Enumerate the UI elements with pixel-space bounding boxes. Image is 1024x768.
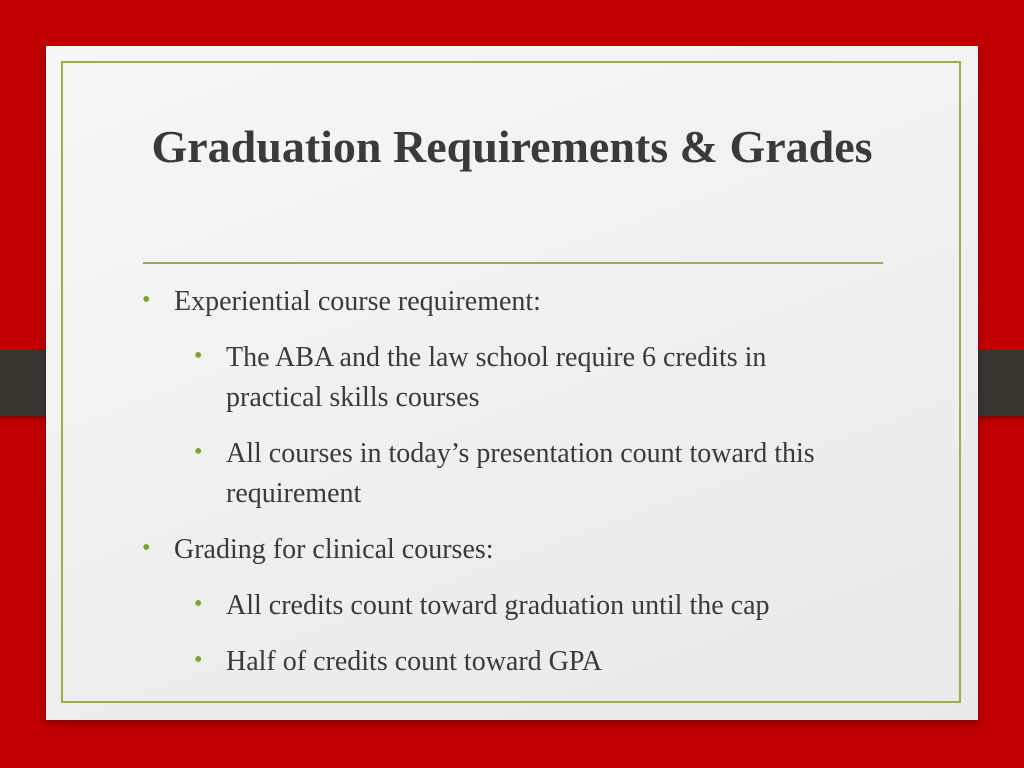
bullet-text: Grading for clinical courses: bbox=[174, 534, 494, 565]
sub-bullet-item bbox=[142, 586, 862, 626]
bullet-text: Experiential course requirement: bbox=[174, 286, 541, 317]
bullet-dot-icon: • bbox=[194, 439, 203, 465]
bullet-dot-icon: • bbox=[194, 591, 203, 617]
bullet-dot-icon: • bbox=[194, 647, 203, 673]
bullet-dot-icon: • bbox=[194, 343, 203, 369]
bullet-dot-icon: • bbox=[142, 287, 151, 313]
sub-bullet-item bbox=[142, 642, 862, 682]
slide-title: Graduation Requirements & Grades bbox=[151, 121, 873, 172]
title-divider bbox=[143, 262, 883, 264]
sub-bullet-text: All credits count toward graduation until the cap bbox=[226, 590, 770, 621]
bullet-item bbox=[142, 530, 862, 570]
bullet-list bbox=[142, 282, 862, 682]
slide-card bbox=[46, 46, 978, 720]
bullet-item bbox=[142, 282, 862, 322]
sub-bullet-text: All courses in today’s presentation count toward this requirement bbox=[226, 438, 815, 509]
bullet-dot-icon: • bbox=[142, 535, 151, 561]
sub-bullet-text: The ABA and the law school require 6 credits in practical skills courses bbox=[226, 342, 767, 413]
sub-bullet-item bbox=[142, 338, 862, 418]
sub-bullet-item bbox=[142, 434, 862, 514]
sub-bullet-text: Half of credits count toward GPA bbox=[226, 646, 603, 677]
